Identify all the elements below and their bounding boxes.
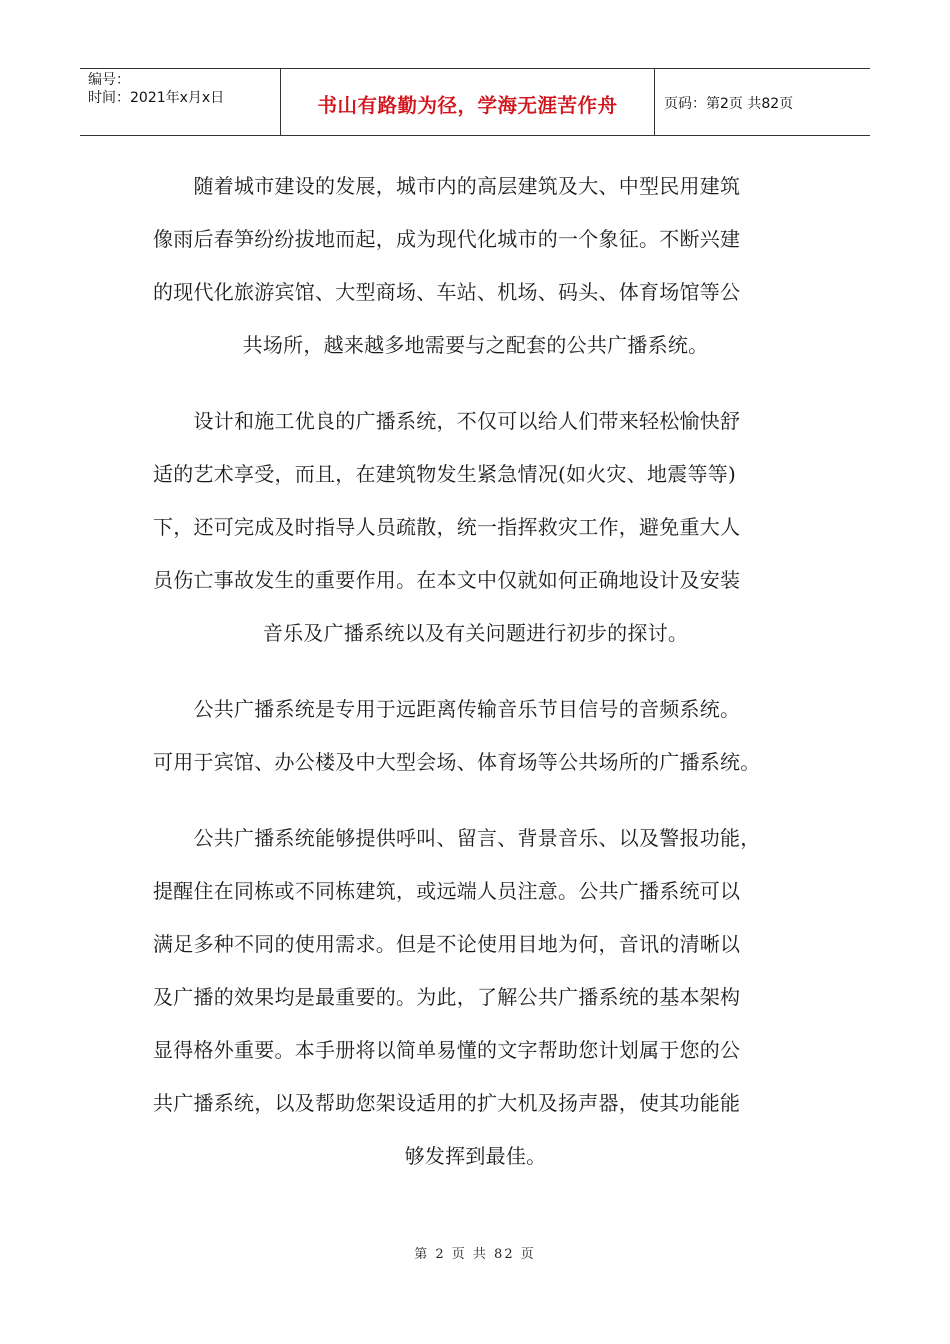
document-time-label: 时间：2021年x月x日	[88, 90, 225, 106]
paragraph-line: 像雨后春笋纷纷拔地而起，成为现代化城市的一个象征。不断兴建	[153, 227, 741, 251]
paragraph-line: 满足多种不同的使用需求。但是不论使用目地为何，音讯的清晰以	[153, 932, 741, 956]
paragraph-line: 及广播的效果均是最重要的。为此，了解公共广播系统的基本架构	[153, 985, 741, 1009]
header-motto: 书山有路勤为径，学海无涯苦作舟	[317, 94, 618, 117]
paragraph-last-line: 够发挥到最佳。	[404, 1144, 547, 1168]
paragraph	[153, 160, 813, 372]
paragraph-line: 可用于宾馆、办公楼及中大型会场、体育场等公共场所的广播系统。	[153, 750, 761, 774]
header-motto-cell	[281, 69, 655, 135]
paragraph-line: 下，还可完成及时指导人员疏散，统一指挥救灾工作，避免重大人	[153, 515, 741, 539]
document-body	[153, 160, 813, 1206]
document-header	[80, 68, 870, 136]
paragraph-line: 共广播系统，以及帮助您架设适用的扩大机及扬声器，使其功能能	[153, 1091, 741, 1115]
header-page-info: 页码：第2页 共82页	[664, 96, 794, 112]
paragraph-line: 适的艺术享受，而且，在建筑物发生紧急情况(如火灾、地震等等)	[153, 462, 737, 486]
paragraph	[153, 683, 813, 789]
paragraph-line: 的现代化旅游宾馆、大型商场、车站、机场、码头、体育场馆等公	[153, 280, 741, 304]
paragraph-last-line: 音乐及广播系统以及有关问题进行初步的探讨。	[262, 621, 689, 645]
page-footer: 第 2 页 共 82 页	[414, 1247, 536, 1262]
paragraph-line: 显得格外重要。本手册将以简单易懂的文字帮助您计划属于您的公	[153, 1038, 741, 1062]
paragraph	[153, 812, 813, 1183]
paragraph-line: 随着城市建设的发展，城市内的高层建筑及大、中型民用建筑	[153, 174, 741, 198]
paragraph-line: 设计和施工优良的广播系统，不仅可以给人们带来轻松愉快舒	[153, 409, 741, 433]
paragraph-line: 公共广播系统是专用于远距离传输音乐节目信号的音频系统。	[153, 697, 741, 721]
paragraph-last-line: 共场所，越来越多地需要与之配套的公共广播系统。	[242, 333, 709, 357]
paragraph-line: 员伤亡事故发生的重要作用。在本文中仅就如何正确地设计及安装	[153, 568, 741, 592]
header-meta	[80, 69, 281, 135]
paragraph-line: 公共广播系统能够提供呼叫、留言、背景音乐、以及警报功能，	[153, 826, 761, 850]
paragraph	[153, 395, 813, 660]
document-number-label: 编号：	[88, 72, 130, 88]
paragraph-line: 提醒住在同栋或不同栋建筑，或远端人员注意。公共广播系统可以	[153, 879, 741, 903]
